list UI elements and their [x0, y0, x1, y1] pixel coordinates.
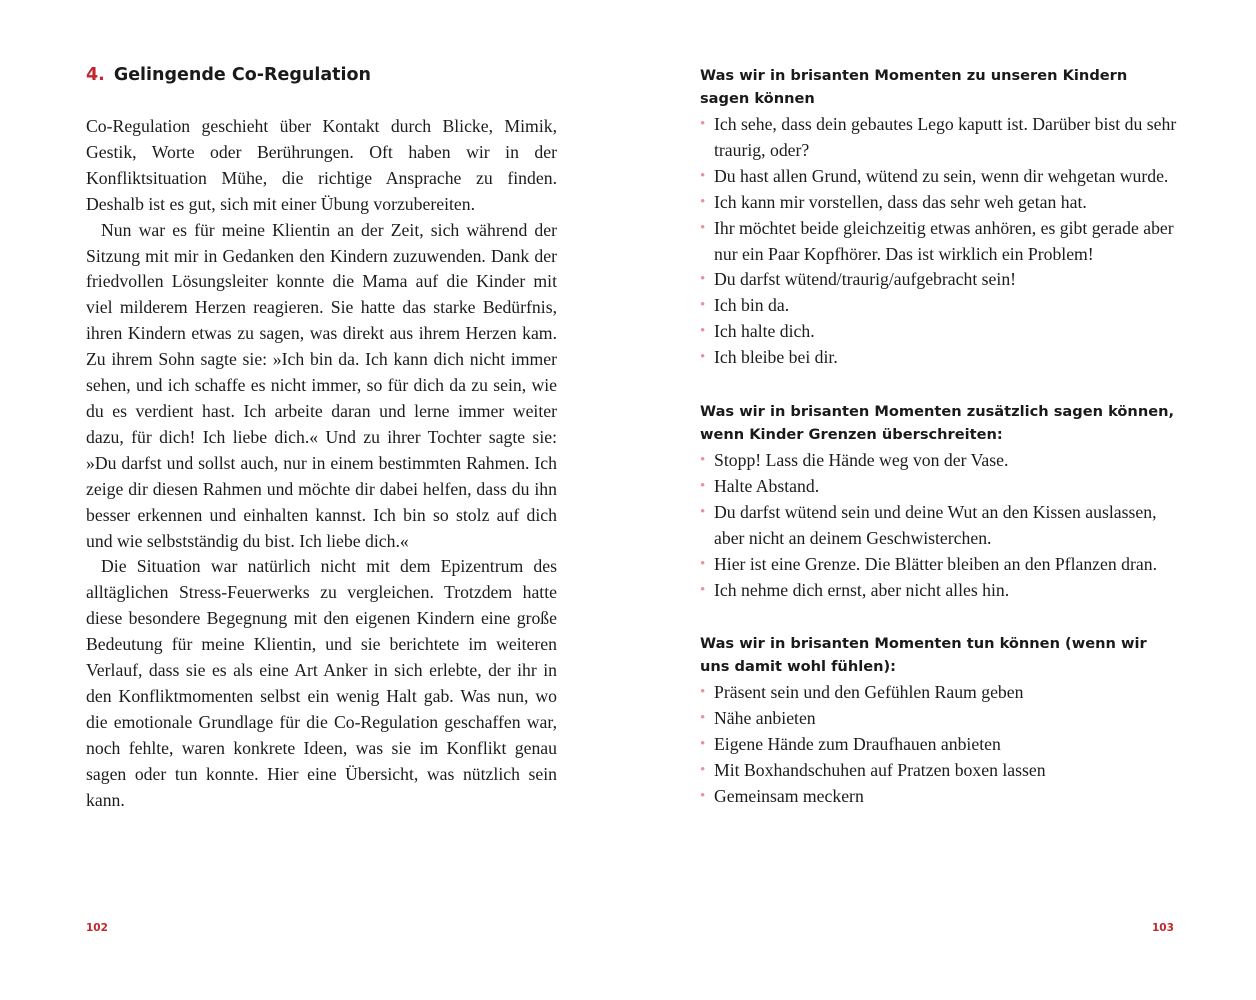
list-item-text: Stopp! Lass die Hände weg von der Vase.: [714, 450, 1009, 470]
section-boundaries: [700, 400, 1178, 603]
bullet-icon: •: [700, 555, 706, 572]
list-item-text: Eigene Hände zum Draufhauen anbieten: [714, 733, 1001, 754]
list-item: [700, 112, 1178, 164]
list-item: [700, 552, 1178, 578]
paragraph: Nun war es für meine Klientin an der Zeit, sich während der Sitzung mit mir in Gedanken den Kindern zuzuwenden. Dank der friedvollen Lösungsleiter konnte die Mama auf die Kinder mit viel milderem Herzen reagieren. Sie hatte das starke Bedürfnis, ihren Kindern etwas zu sagen, was direkt aus ihrem Herzen kam. Zu ihrem Sohn sagte sie: »Ich bin da. Ich kann dich nicht immer sehen, und ich schaffe es nicht immer, so für dich da zu sein, wie du es verdient hast. Ich arbeite daran und lerne immer weiter dazu, für dich! Ich liebe dich.« Und zu ihrer Tochter sagte sie: »Du darfst und sollst auch, nur in einem bestimmten Rahmen. Ich zeige dir diesen Rahmen und möchte dir dabei helfen, dass du ihn besser erkennen und einhalten kannst. Ich bin so stolz auf dich und wie selbstständig du bist. Ich liebe dich.«: [86, 219, 557, 551]
bullet-icon: •: [700, 323, 706, 340]
list-item: [700, 758, 1178, 784]
paragraph: Die Situation war natürlich nicht mit dem Epizentrum des alltäglichen Stress-Feuerwerks zu vergleichen. Trotzdem hatte diese besondere Begegnung mit den eigenen Kindern eine große Bedeutung für meine Klientin, und sie berichtete im weiteren Verlauf, dass sie es als eine Art Anker in sich erlebte, der ihr in den Konfliktmomenten selbst ein wenig Halt gab. Was nun, wo die emotionale Grundlage für die Co-Regulation geschaffen war, noch fehlte, waren konkrete Ideen, was sie im Konflikt genau sagen oder tun konnte. Hier eine Übersicht, was nützlich sein kann.: [86, 556, 557, 810]
page-number-left: 102: [86, 922, 108, 934]
bullet-icon: •: [700, 761, 706, 778]
page-number-right: 103: [1152, 922, 1174, 934]
bullet-icon: •: [700, 787, 706, 804]
section-heading: Was wir in brisanten Momenten tun können (wenn wir uns damit wohl fühlen):: [700, 635, 1147, 675]
bullet-icon: •: [700, 581, 706, 598]
bullet-icon: •: [700, 167, 706, 184]
list-item-text: Ich bleibe bei dir.: [714, 347, 838, 368]
list-item-text: Du darfst wütend/traurig/aufgebracht sein!: [714, 269, 1017, 290]
list-item-text: Hier ist eine Grenze. Die Blätter bleiben an den Pflanzen dran.: [714, 553, 1157, 574]
list-item-text: Präsent sein und den Gefühlen Raum geben: [714, 682, 1024, 702]
list-item-text: Ihr möchtet beide gleichzeitig etwas anhören, es gibt gerade aber nur ein Paar Kopfhörer. Das ist wirklich ein Problem!: [714, 217, 1174, 264]
list-item-text: Du hast allen Grund, wütend zu sein, wenn dir wehgetan wurde.: [714, 165, 1169, 186]
list-item: [700, 164, 1178, 190]
list-item: [700, 267, 1178, 293]
paragraph: Co-Regulation geschieht über Kontakt durch Blicke, Mimik, Gestik, Worte oder Berührungen. Oft haben wir in der Konfliktsituation Mühe, die richtige Ansprache zu finden. Deshalb ist es gut, sich mit einer Übung vorzubereiten.: [86, 116, 557, 214]
section-heading: Was wir in brisanten Momenten zu unseren Kindern sagen können: [700, 67, 1128, 107]
section-heading: Was wir in brisanten Momenten zusätzlich sagen können, wenn Kinder Grenzen überschreiten:: [700, 403, 1175, 443]
bullet-icon: •: [700, 219, 706, 236]
bullet-icon: •: [700, 349, 706, 366]
bullet-icon: •: [700, 452, 706, 468]
list-item-text: Ich nehme dich ernst, aber nicht alles hin.: [714, 579, 1010, 600]
bullet-icon: •: [700, 477, 706, 494]
list-item-text: Nähe anbieten: [714, 707, 816, 728]
list-item-text: Ich sehe, dass dein gebautes Lego kaputt ist. Darüber bist du sehr traurig, oder?: [714, 114, 1177, 160]
body-text: [86, 114, 557, 813]
list-item: [700, 784, 1178, 810]
section-do: [700, 632, 1178, 810]
chapter-number: 4.: [86, 65, 105, 85]
right-page: [628, 0, 1256, 1000]
section-say: [700, 64, 1178, 371]
list-item: [700, 293, 1178, 319]
list-item: [700, 216, 1178, 268]
list-item-text: Mit Boxhandschuhen auf Pratzen boxen lassen: [714, 759, 1046, 780]
list-item: [700, 474, 1178, 500]
bullet-icon: •: [700, 503, 706, 520]
list-item: [700, 345, 1178, 371]
bullet-icon: •: [700, 116, 706, 132]
bullet-list: [700, 448, 1178, 603]
list-item-text: Ich bin da.: [714, 295, 790, 316]
list-item: [700, 190, 1178, 216]
bullet-icon: •: [700, 709, 706, 726]
chapter-title: Gelingende Co-Regulation: [113, 65, 371, 85]
list-item: [700, 706, 1178, 732]
list-item: [700, 578, 1178, 604]
list-item: [700, 500, 1178, 552]
list-item: [700, 319, 1178, 345]
list-item-text: Du darfst wütend sein und deine Wut an den Kissen auslassen, aber nicht an deinem Geschwisterchen.: [714, 501, 1157, 548]
bullet-list: [700, 680, 1178, 810]
list-item: [700, 732, 1178, 758]
bullet-icon: •: [700, 193, 706, 210]
bullet-icon: •: [700, 684, 706, 700]
list-item-text: Ich kann mir vorstellen, dass das sehr weh getan hat.: [714, 191, 1087, 212]
list-item-text: Halte Abstand.: [714, 475, 820, 496]
list-item: [700, 680, 1178, 706]
bullet-icon: •: [700, 271, 706, 288]
bullet-list: [700, 112, 1178, 371]
bullet-icon: •: [700, 735, 706, 752]
list-item-text: Ich halte dich.: [714, 321, 815, 342]
list-item-text: Gemeinsam meckern: [714, 785, 864, 806]
chapter-heading: [86, 62, 566, 88]
list-item: [700, 448, 1178, 474]
bullet-icon: •: [700, 297, 706, 314]
